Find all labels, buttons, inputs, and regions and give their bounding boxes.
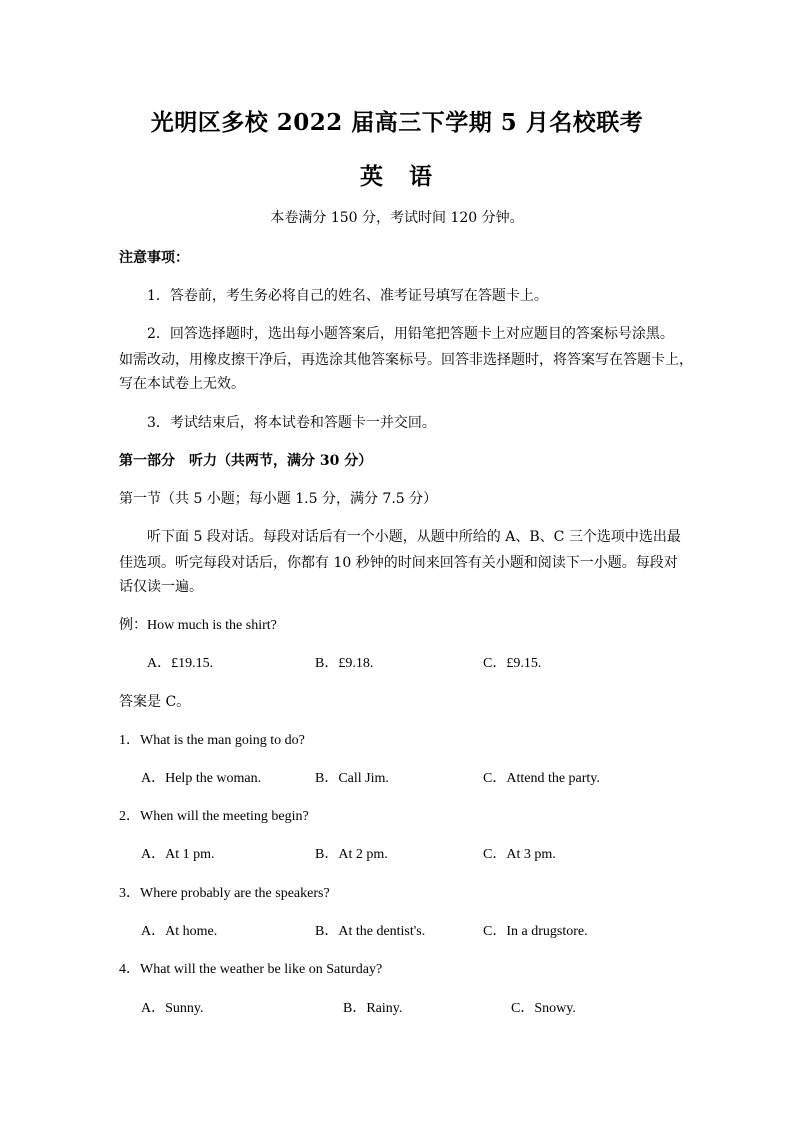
question-1-option-a: A．Help the woman. [141,771,262,786]
question-2: 2．When will the meeting begin? [119,809,309,824]
exam-subject: 英 语 [359,163,434,190]
notice-heading: 注意事项： [119,250,189,266]
example-option-b: B．£9.18. [315,656,374,671]
part-heading: 第一部分 听力（共两节，满分 30 分） [119,453,373,469]
notice-item-3: 3．考试结束后，将本试卷和答题卡一并交回。 [147,415,436,431]
example-question: 例：How much is the shirt? [119,618,277,633]
question-3: 3．Where probably are the speakers? [119,886,330,901]
question-4: 4．What will the weather be like on Saturday? [119,962,383,977]
example-option-a: A．£19.15. [147,656,214,671]
exam-info: 本卷满分 150 分，考试时间 120 分钟。 [270,210,524,226]
question-1-option-c: C．Attend the party. [483,771,600,786]
instructions-line-2: 佳选项。听完每段对话后，你都有 10 秒钟的时间来回答有关小题和阅读下一小题。每段对 [119,555,678,571]
question-1: 1．What is the man going to do? [119,733,305,748]
question-3-option-b: B．At the dentist's. [315,924,426,939]
instructions-line-3: 话仅读一遍。 [119,579,203,595]
question-2-option-b: B．At 2 pm. [315,847,388,862]
instructions-line-1: 听下面 5 段对话。每段对话后有一个小题，从题中所给的 A、B、C 三个选项中选出最 [147,529,681,545]
example-answer: 答案是 C。 [119,694,191,710]
question-3-option-a: A．At home. [141,924,218,939]
question-4-option-a: A．Sunny. [141,1001,204,1016]
question-3-option-c: C．In a drugstore. [483,924,588,939]
section-heading: 第一节（共 5 小题；每小题 1.5 分，满分 7.5 分） [119,491,438,507]
notice-item-2-line-3: 写在本试卷上无效。 [119,376,245,392]
question-2-option-c: C．At 3 pm. [483,847,556,862]
exam-title: 光明区多校 2022 届高三下学期 5 月名校联考 [150,109,644,136]
notice-item-2-line-2: 如需改动，用橡皮擦干净后，再选涂其他答案标号。回答非选择题时，将答案写在答题卡上， [119,352,693,368]
question-4-option-b: B．Rainy. [343,1001,403,1016]
question-4-option-c: C．Snowy. [511,1001,576,1016]
notice-item-1: 1．答卷前，考生务必将自己的姓名、准考证号填写在答题卡上。 [147,288,548,304]
example-option-c: C．£9.15. [483,656,542,671]
notice-item-2-line-1: 2．回答选择题时，选出每小题答案后，用铅笔把答题卡上对应题目的答案标号涂黑。 [147,326,674,342]
question-2-option-a: A．At 1 pm. [141,847,215,862]
question-1-option-b: B．Call Jim. [315,771,389,786]
